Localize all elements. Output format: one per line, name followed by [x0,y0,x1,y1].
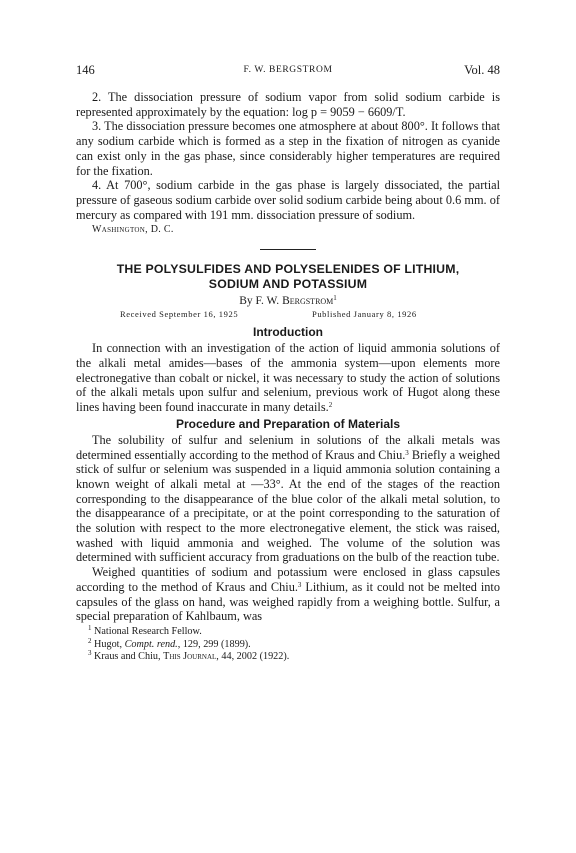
byline-author: Bergstrom [282,295,334,308]
footnote-3-post: , 44, 2002 (1922). [216,651,290,663]
volume-label: Vol. 48 [464,63,500,77]
procedure-p2-text-a: Weighed quantities of sodium and potassium were enclosed in glass capsules according to the method of Kraus and Chiu. [76,565,500,594]
footnote-3-mark: 3 [88,649,92,658]
published-date: Published January 8, 1926 [312,309,417,320]
footnote-3-journal: This Journal [163,651,217,663]
byline-prefix: By F. W. [239,295,283,308]
footnote-2-mark: 2 [88,636,92,645]
footnote-2-post: , 129, 299 (1899). [177,638,251,650]
received-date: Received September 16, 1925 [120,309,239,320]
procedure-p2-text-b: Lithium, as it could not be melted into capsules of the glass on hand, was weighed rapidly from a weighing bottle. Sulfur, a special preparation of Kahlbaum, was [76,579,500,624]
article-separator-rule [260,249,316,250]
intro-text: In connection with an investigation of the action of liquid ammonia solutions of the alkali metal amides—bases of the ammonia system—upon elements more electronegative than cobalt or nickel, it was necessary to study the action of solutions of the alkali metals upon sulfur and selenium, previous work of Hugot along these lines having been found inaccurate in many details. [76,341,500,415]
footnote-1-mark: 1 [88,623,92,632]
article-title-line-1: THE POLYSULFIDES AND POLYSELENIDES OF LITHIUM, [116,262,460,277]
footnote-2-pre: Hugot, [91,638,125,650]
conclusion-3: 3. The dissociation pressure becomes one atmosphere at about 800°. It follows that any sodium carbide which is formed as a step in the fixation of nitrogen as cyanide can exist only in the gas phase, since considerably higher temperatures are required for the fixation. [76,119,500,178]
procedure-p1-text-a: The solubility of sulfur and selenium in solutions of the alkali metals was determined essentially according to the method of Kraus and Chiu. [76,432,500,462]
running-author: F. W. BERGSTROM [243,65,333,75]
byline-footnote-mark: 1 [333,294,337,303]
signoff-location: Washington, D. C. [92,224,174,236]
footnote-2-journal: Compt. rend. [124,638,178,650]
article-title-line-2: SODIUM AND POTASSIUM [208,277,368,292]
footnote-1 [88,623,500,639]
footnotes [76,623,500,664]
conclusion-2: 2. The dissociation pressure of sodium vapor from solid sodium carbide is represented approximately by the equation: log p = 9059 − 6609/T. [76,90,500,119]
intro-paragraph [76,341,500,415]
byline [76,295,500,307]
footnote-3-pre: Kraus and Chiu, [91,651,164,663]
procedure-paragraph-1 [76,433,500,565]
running-header [76,63,500,81]
section-heading-introduction: Introduction [253,325,323,340]
page-number: 146 [76,63,95,77]
conclusion-4: 4. At 700°, sodium carbide in the gas phase is largely dissociated, the partial pressure of gaseous sodium carbide over solid sodium carbide being about 0.6 mm. of mercury as compared with 191 mm. dissociation pressure of sodium. [76,178,500,222]
footnote-2 [88,636,500,652]
footnote-3 [88,651,500,664]
article-dates [76,309,500,321]
page-body [76,90,500,664]
procedure-paragraph-2 [76,565,500,624]
procedure-p1-footnote-mark: 3 [405,448,409,457]
intro-footnote-mark: 2 [328,401,333,410]
section-heading-procedure: Procedure and Preparation of Materials [175,416,401,431]
procedure-p2-footnote-mark: 3 [297,580,302,589]
footnote-1-text: National Research Fellow. [91,625,202,637]
procedure-p1-text-b: Briefly a weighed stick of sulfur or selenium was suspended in a liquid ammonia solution containing a known weight of alkali metal at —33°. At the end of the stages of the reaction corresponding to the disappearance of the blue color of the alkali metal solution, to the disappearance of a precipitate, or at the point corresponding to the saturation of the solution with respect to the more electronegative element, the stick was raised, washed with liquid ammonia and weighed. The volume of the solution was determined with sufficient accuracy from graduations on the bulb of the reaction tube. [76,447,500,565]
